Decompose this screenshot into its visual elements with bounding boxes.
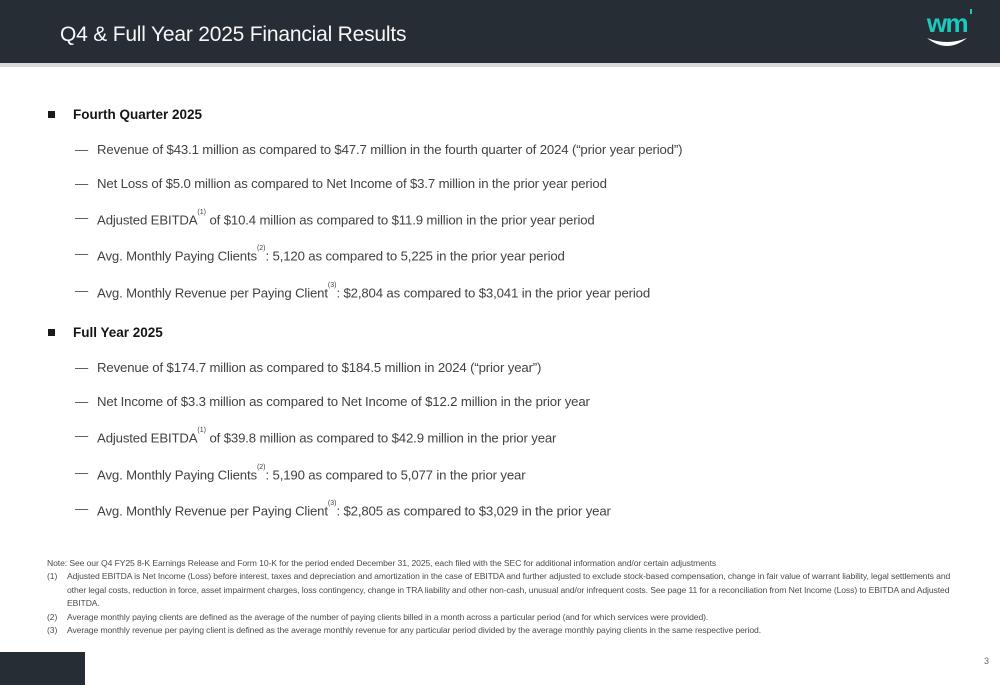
footnote-ref: (3) (327, 499, 337, 507)
bullet-item (48, 429, 963, 445)
bullet-text: Revenue of $43.1 million as compared to $47.7 million in the fourth quarter of 2024 (“prior year period”) (97, 142, 683, 157)
bullet-item (48, 281, 963, 301)
bullet-text: Avg. Monthly Paying Clients$^{(2)}$: 5,190 as compared to 5,077 in the prior year (97, 463, 526, 482)
bullet-item (48, 463, 963, 482)
footnote-items (47, 570, 959, 637)
footnotes (47, 557, 959, 637)
footnote-ref: (1) (197, 427, 206, 435)
wm-logo (920, 7, 978, 57)
bullet-text: Net Loss of $5.0 million as compared to Net Income of $3.7 million in the prior year period (97, 176, 607, 191)
bullet-item (48, 499, 963, 519)
section-title-label: Full Year 2025 (73, 325, 163, 341)
page-title: Q4 & Full Year 2025 Financial Results (60, 22, 407, 46)
dash-bullet-icon: — (75, 282, 89, 298)
footnote-item (47, 611, 959, 624)
bullet-item (48, 247, 963, 263)
wm-logo-smile-icon (927, 38, 967, 46)
footnote-item (47, 624, 959, 637)
bullet-item (48, 177, 963, 191)
wm-logo-tick (970, 9, 972, 14)
footnote-item (47, 570, 959, 610)
corner-accent-bar (0, 652, 85, 685)
footnote-text: Average monthly revenue per paying client is defined as the average monthly revenue for any particular period divided by the average monthly paying clients in the same respective period. (67, 625, 761, 636)
square-bullet-icon (48, 329, 55, 336)
footnote-ref: (2) (256, 245, 266, 253)
section-title (48, 108, 963, 122)
bullet-text: Net Income of $3.3 million as compared to Net Income of $12.2 million in the prior year (97, 394, 590, 410)
section-title (48, 326, 963, 340)
bullet-item (48, 361, 963, 375)
dash-bullet-icon: — (75, 428, 89, 444)
section-title-label: Fourth Quarter 2025 (73, 107, 203, 122)
header-bar (0, 0, 1000, 67)
footnote-ref: (3) (327, 281, 337, 289)
bullet-text: Avg. Monthly Revenue per Paying Client$^{(3)}$: $2,804 as compared to $3,041 in the prior year period (97, 281, 651, 301)
bullet-text: Adjusted EBITDA$^{(1)}$ of $39.8 million as compared to $42.9 million in the prior year (97, 427, 557, 446)
page-number: 3 (983, 656, 989, 666)
footnote-note: Note: See our Q4 FY25 8-K Earnings Release and Form 10-K for the period ended December 31, 2025, each filed with the SEC for additional information and/or certain adjustments (47, 558, 717, 568)
footnote-ref: (2) (256, 463, 266, 471)
dash-bullet-icon: — (75, 176, 89, 191)
content-area (48, 102, 963, 538)
footnote-text: Adjusted EBITDA is Net Income (Loss) before interest, taxes and depreciation and amortization in the case of EBITDA and further adjusted to exclude stock-based compensation, change in fair value of warrant liability, legal settlements and other legal costs, reduction in force, asset impairment charges, loss contingency, change in TRA liability and other non-cash, unusual and/or infrequent costs. See page 11 for a reconciliation from Net Income (Loss) to EBITDA and Adjusted EBITDA. (67, 571, 951, 609)
footnote-number: (1) (47, 571, 58, 582)
bullet-text: Revenue of $174.7 million as compared to $184.5 million in 2024 (“prior year”) (97, 360, 542, 376)
bullet-item (48, 395, 963, 409)
dash-bullet-icon: — (75, 210, 89, 225)
dash-bullet-icon: — (75, 246, 89, 262)
square-bullet-icon (48, 111, 55, 118)
dash-bullet-icon: — (75, 464, 89, 480)
footnote-text: Average monthly paying clients are defined as the average of the number of paying clients billed in a month across a particular period (and for which services were provided). (67, 611, 709, 622)
bullet-text: Adjusted EBITDA$^{(1)}$ of $10.4 million as compared to $11.9 million in the prior year period (97, 209, 595, 228)
bullet-item (48, 211, 963, 227)
dash-bullet-icon: — (75, 394, 89, 410)
wm-logo-text: wm (926, 8, 968, 38)
footnote-ref: (1) (197, 209, 206, 216)
footnote-number: (3) (47, 625, 58, 636)
dash-bullet-icon: — (75, 360, 89, 376)
bullet-text: Avg. Monthly Revenue per Paying Client$^{(3)}$: $2,805 as compared to $3,029 in the prior year (97, 499, 611, 519)
dash-bullet-icon: — (75, 142, 89, 157)
footnote-number: (2) (47, 611, 58, 622)
dash-bullet-icon: — (75, 500, 89, 516)
bullet-text: Avg. Monthly Paying Clients$^{(2)}$: 5,120 as compared to 5,225 in the prior year period (97, 245, 565, 264)
bullet-item (48, 143, 963, 157)
